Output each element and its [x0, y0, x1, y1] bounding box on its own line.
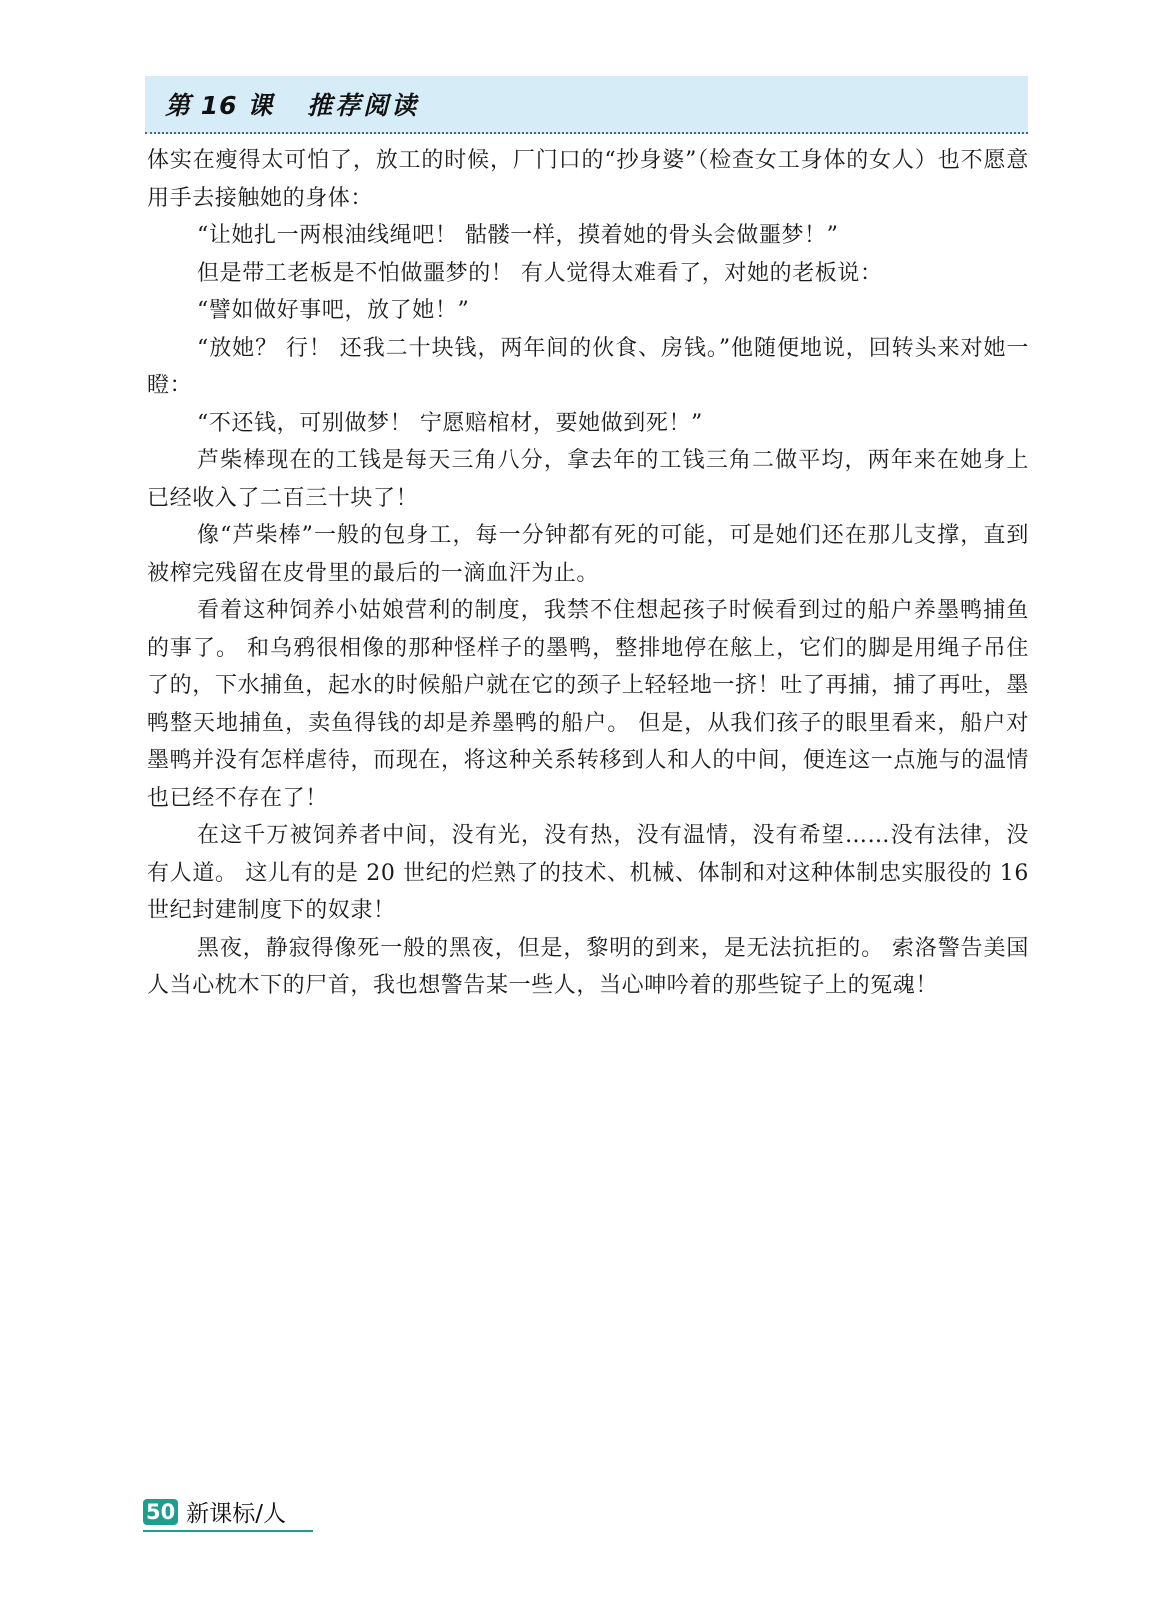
- paragraph: “不还钱，可别做梦！ 宁愿赔棺材，要她做到死！”: [197, 410, 703, 436]
- paragraph: 像“芦柴棒”一般的包身工，每一分钟都有死的可能，可是她们还在那儿支撑，直到被榨完残留在皮骨里的最后的一滴血汗为止。: [147, 523, 1029, 586]
- series-label: 新课标/人: [186, 1501, 286, 1527]
- page-footer: [143, 1495, 313, 1532]
- paragraph: 在这千万被饲养者中间，没有光，没有热，没有温情，没有希望……没有法律，没有人道。 这儿有的是 20 世纪的烂熟了的技术、机械、体制和对这种体制忠实服役的 16 世纪封建制度下的奴隶！: [147, 823, 1029, 923]
- paragraph: 黑夜，静寂得像死一般的黑夜，但是，黎明的到来，是无法抗拒的。 索洛警告美国人当心枕木下的尸首，我也想警告某一些人，当心呻吟着的那些锭子上的冤魂！: [147, 935, 1029, 998]
- paragraph: 芦柴棒现在的工钱是每天三角八分，拿去年的工钱三角二做平均，两年来在她身上已经收入了二百三十块了！: [147, 448, 1029, 511]
- article-body: [147, 142, 1029, 1005]
- paragraph: “譬如做好事吧，放了她！”: [197, 298, 470, 323]
- page-number-badge: 50: [143, 1499, 178, 1525]
- lesson-header: [145, 76, 1028, 134]
- paragraph: 看着这种饲养小姑娘营利的制度，我禁不住想起孩子时候看到过的船户养墨鸭捕鱼的事了。 和乌鸦很相像的那种怪样子的墨鸭，整排地停在舷上，它们的脚是用绳子吊住了的，下水捕鱼，起水的时候船户就在它的颈子上轻轻地一挤！吐了再捕，捕了再吐，墨鸭整天地捕鱼，卖鱼得钱的却是养墨鸭的船户。 但是，从我们孩子的眼里看来，船户对墨鸭并没有怎样虐待，而现在，将这种关系转移到人和人的中间，便连这一点施与的温情也已经不存在了！: [147, 598, 1029, 811]
- paragraph: 体实在瘦得太可怕了，放工的时候，厂门口的“抄身婆”（检查女工身体的女人）也不愿意用手去接触她的身体：: [147, 148, 1029, 211]
- section-title: 推荐阅读: [307, 91, 420, 120]
- lesson-number: 第 16 课: [165, 91, 274, 120]
- paragraph: 但是带工老板是不怕做噩梦的！ 有人觉得太难看了，对她的老板说：: [197, 260, 883, 286]
- paragraph: “放她？ 行！ 还我二十块钱，两年间的伙食、房钱。”他随便地说，回转头来对她一瞪：: [147, 335, 1029, 398]
- paragraph: “让她扎一两根油线绳吧！ 骷髅一样，摸着她的骨头会做噩梦！”: [197, 223, 839, 248]
